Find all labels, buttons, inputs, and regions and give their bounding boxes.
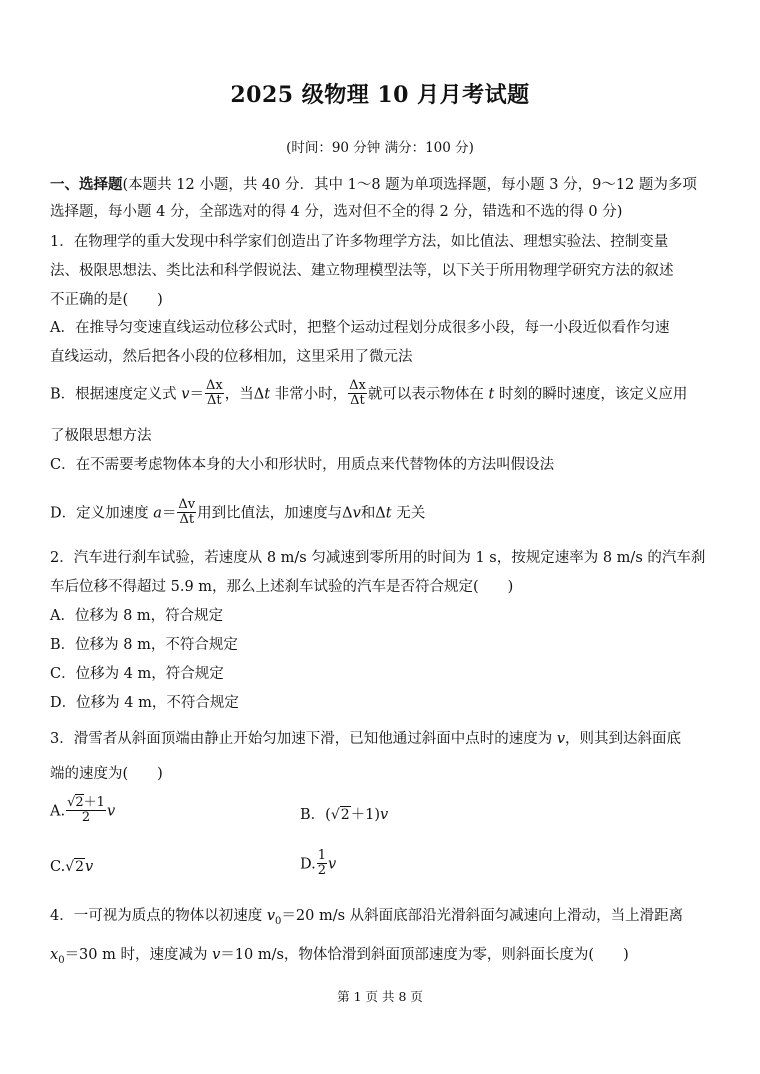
q4-var-x0-sub: 0 [58, 954, 65, 966]
q3-a-radicand: 2 [75, 795, 84, 810]
q1-stem-line1: 1．在物理学的重大发现中科学家们创造出了许多物理学方法，如比值法、理想实验法、控制变量 [50, 234, 669, 250]
q4-line2-end: ＝10 m/s，物体恰滑到斜面顶部速度为零，则斜面长度为( ) [220, 947, 629, 963]
q1-b-prefix: B．根据速度定义式 [50, 386, 182, 403]
q4-line2 [50, 946, 714, 970]
q3-a-num-rest: ＋1 [83, 795, 105, 810]
q3-option-c [50, 858, 93, 876]
q3-a-var-v: v [106, 803, 116, 820]
q2-stem-line2: 车后位移不得超过 5.9 m，那么上述刹车试验的汽车是否符合规定( ) [50, 579, 514, 595]
q2-option-c: C．位移为 4 m，符合规定 [50, 666, 224, 682]
q3-b-var-v: v [380, 807, 389, 823]
q3-a-label: A. [50, 803, 66, 820]
q1-b-var-t2: t [488, 386, 495, 403]
q3-d-fraction [317, 849, 327, 878]
q3-stem-var-v: v [556, 731, 566, 747]
q3-d-label: D. [300, 856, 316, 873]
q1-stem-line3: 不正确的是( ) [50, 292, 163, 308]
section1-intro-line1 [50, 176, 714, 194]
q1-option-a-line1: A．在推导匀变速直线运动位移公式时，把整个运动过程划分成很多小段，每一小段近似看作匀速 [50, 320, 670, 336]
q4-line2-mid: ＝30 m 时，速度减为 [64, 947, 213, 963]
q1-d-var-t: t [385, 505, 392, 522]
q1-b-eq: ＝ [189, 386, 204, 403]
q3-a-frac-num: √2＋1 [67, 795, 105, 810]
q1-d-frac-den: Δt [179, 512, 195, 527]
section1-intro-text1: (本题共 12 小题，共 40 分．其中 1～8 题为单项选择题，每小题 3 分，9～12 题为多项 [122, 177, 697, 193]
q1-b-fraction2 [348, 379, 367, 408]
q1-b-frac2-num: Δx [349, 378, 366, 393]
q2-stem-line1: 2．汽车进行刹车试验，若速度从 8 m/s 匀减速到零所用的时间为 1 s，按规定速率为 8 m/s 的汽车刹 [50, 550, 706, 566]
q1-option-c: C．在不需要考虑物体本身的大小和形状时，用质点来代替物体的方法叫假设法 [50, 457, 555, 473]
q4-var-v0: v [266, 908, 276, 924]
q3-b-radicand: 2 [340, 807, 350, 823]
q3-c-label: C. [50, 859, 66, 875]
q3-c-radicand: 2 [75, 859, 85, 875]
q1-b-var-v: v [181, 386, 190, 403]
q3-stem-end: ，则其到达斜面底 [565, 731, 682, 747]
q1-d-end3: 无关 [391, 505, 426, 522]
q4-line1-mid: ＝20 m/s 从斜面底部沿光滑斜面匀减速向上滑动，当上滑距离 [281, 908, 684, 924]
q3-b-sqrt: √2 [330, 807, 350, 823]
q1-b-end: 时刻的瞬时速度，该定义应用 [494, 386, 688, 403]
q2-option-d: D．位移为 4 m，不符合规定 [50, 695, 239, 711]
q3-a-fraction [66, 796, 106, 825]
q1-d-frac-num: Δv [178, 497, 196, 512]
q1-d-end2: 和Δ [360, 505, 386, 522]
q1-d-eq: ＝ [161, 505, 177, 522]
section1-heading: 一、选择题 [50, 176, 123, 193]
q1-b-fraction [205, 379, 224, 408]
q2-option-a: A．位移为 8 m，符合规定 [50, 608, 224, 624]
q1-option-a-line2: 直线运动，然后把各小段的位移相加，这里采用了微元法 [50, 349, 413, 365]
q3-a-frac-den: 2 [81, 810, 91, 825]
q1-b-var-t1: t [264, 386, 271, 403]
q3-b-rest: ＋1) [350, 807, 381, 823]
q1-b-mid1: ，当Δ [224, 386, 265, 403]
exam-title: 2025 级物理 10 月月考试题 [230, 82, 530, 108]
q1-b-frac-den: Δt [207, 393, 222, 408]
q3-d-var-v: v [328, 856, 337, 873]
q3-d-frac-num: 1 [317, 848, 326, 863]
q4-var-x0: x [50, 947, 59, 963]
q1-d-prefix: D．定义加速度 [50, 505, 154, 522]
exam-subtitle: (时间：90 分钟 满分：100 分) [286, 140, 474, 156]
q3-c-sqrt: √2 [65, 859, 85, 875]
q1-b-frac2-den: Δt [350, 393, 365, 408]
q3-b-label: B．( [300, 807, 331, 823]
q1-stem-line2: 法、极限思想法、类比法和科学假说法、建立物理模型法等，以下关于所用物理学研究方法的叙述 [50, 263, 674, 279]
q3-stem-prefix: 3．滑雪者从斜面顶端由静止开始匀加速下滑，已知他通过斜面中点时的速度为 [50, 731, 557, 747]
q3-stem-line2: 端的速度为( ) [50, 766, 163, 782]
q1-option-b-line1 [50, 380, 714, 409]
q3-option-b [300, 806, 388, 824]
q1-b-frac-num: Δx [205, 378, 223, 393]
q3-c-var-v: v [85, 859, 94, 875]
q3-option-a [50, 797, 115, 826]
q3-d-frac-den: 2 [317, 863, 326, 878]
q1-d-var-a: a [153, 505, 162, 522]
q1-d-end1: 用到比值法，加速度与Δ [197, 505, 353, 522]
q3-stem-line1 [50, 730, 714, 748]
q3-option-d [300, 850, 336, 879]
page-footer: 第 1 页 共 8 页 [337, 989, 423, 1004]
q1-b-mid2: 非常小时， [270, 386, 348, 403]
q2-option-b: B．位移为 8 m，不符合规定 [50, 637, 238, 653]
q1-option-d [50, 499, 714, 528]
q1-option-b-line2: 了极限思想方法 [50, 428, 152, 444]
q1-d-var-v: v [352, 505, 361, 522]
section1-intro-line2: 选择题，每小题 4 分，全部选对的得 4 分，选对但不全的得 2 分，错选和不选的得 0 分) [50, 204, 623, 220]
q4-var-v: v [212, 947, 221, 963]
q4-line1 [50, 907, 714, 931]
q4-line1-prefix: 4．一可视为质点的物体以初速度 [50, 908, 267, 924]
q1-d-fraction [177, 498, 196, 527]
q4-var-v0-sub: 0 [275, 915, 282, 927]
q1-b-mid3: 就可以表示物体在 [367, 386, 489, 403]
